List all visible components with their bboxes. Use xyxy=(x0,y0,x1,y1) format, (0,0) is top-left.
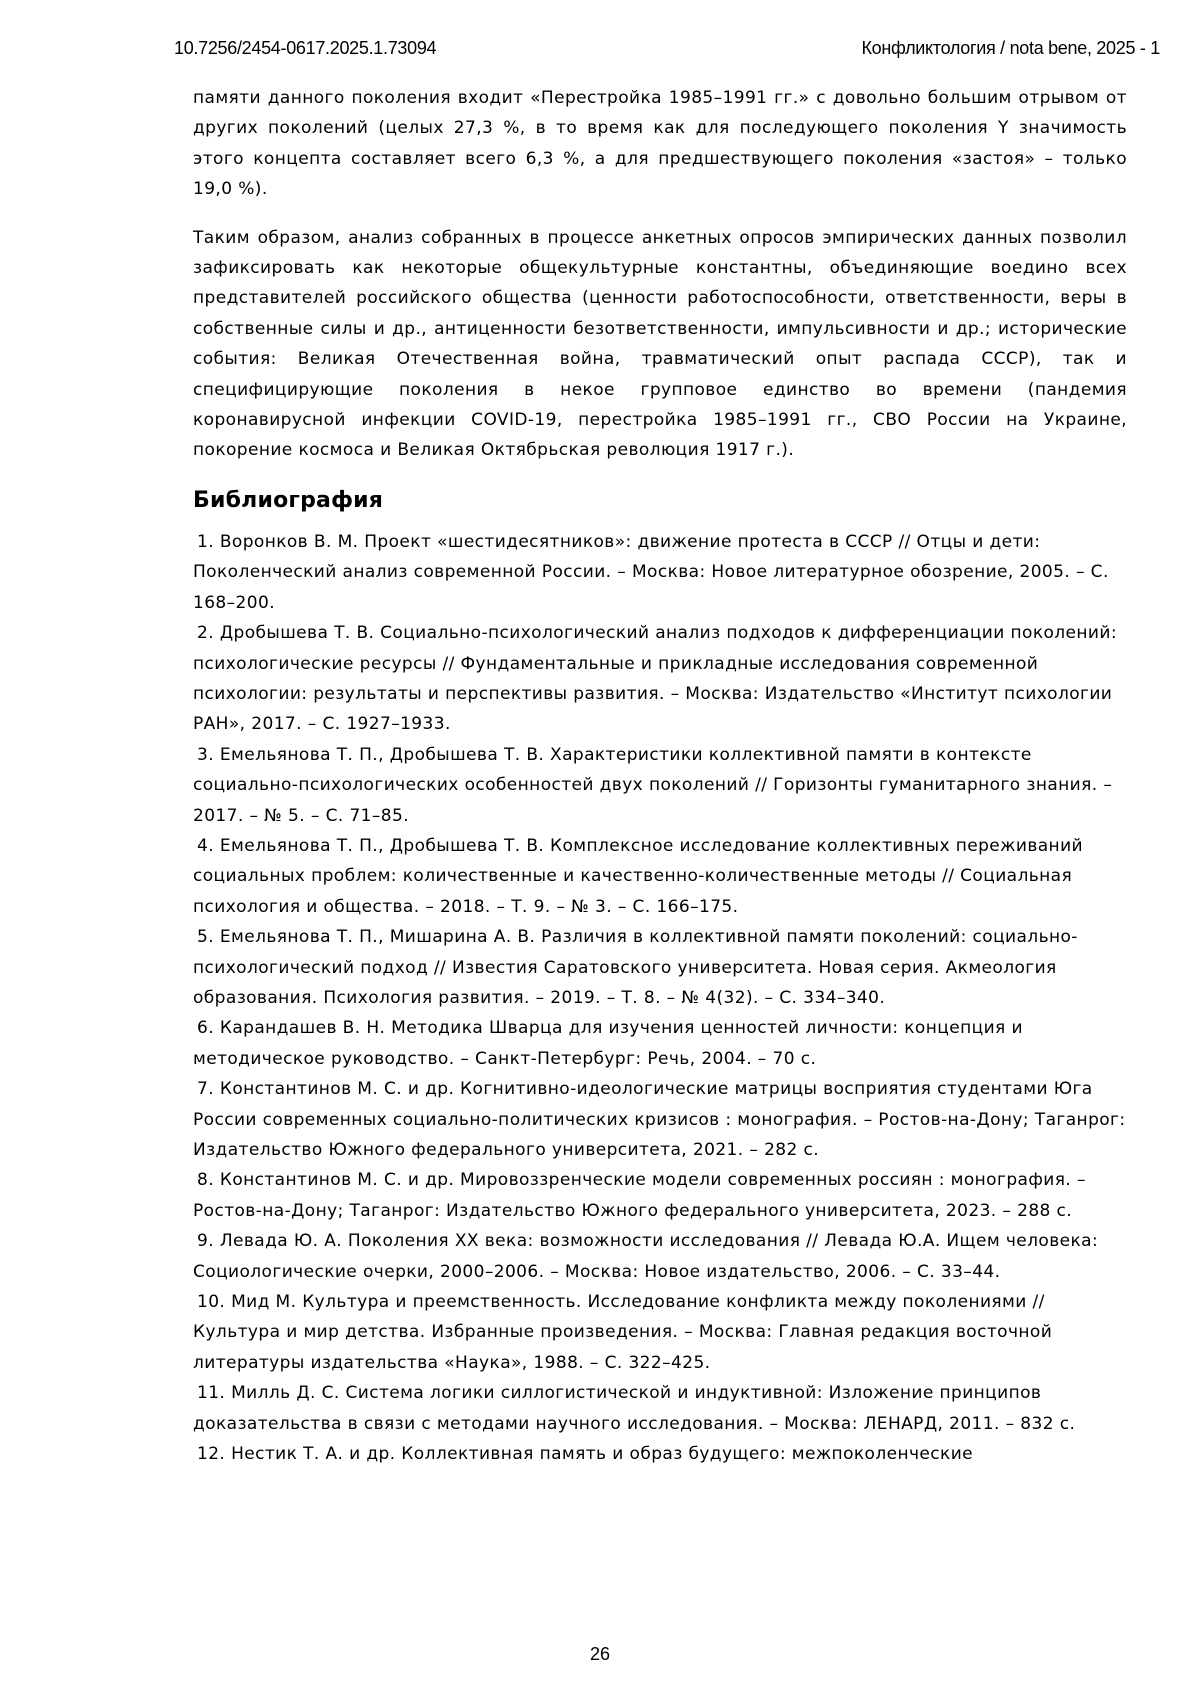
bibliography-item xyxy=(193,1226,1127,1287)
reference-text: Мид М. Культура и преемственность. Исследование конфликта между поколениями // Культура и мир детства. Избранные произведения. – Москва: Главная редакция восточной литературы издательства «Наука», 1988. – С. 322–425. xyxy=(193,1292,1053,1373)
reference-number: 8. xyxy=(197,1170,215,1191)
reference-text: Константинов М. С. и др. Мировоззренческие модели современных россиян : монография. – Ростов-на-Дону; Таганрог: Издательство Южного федерального университета, 2023. – 288 с. xyxy=(193,1170,1086,1221)
bibliography-list xyxy=(193,527,1127,1470)
reference-number: 4. xyxy=(197,835,215,856)
body-paragraph: Таким образом, анализ собранных в процессе анкетных опросов эмпирических данных позволил зафиксировать как некоторые общекультурные константны, объединяющие воедино всех представителей российского общества (ценности работоспособности, ответственности, веры в собственные силы и др., антиценности безответственности, импульсивности и др.; исторические события: Великая Отечественная война, травматический опыт распада СССР), так и специфицирующие поколения в некое групповое единство во времени (пандемия коронавирусной инфекции COVID-19, перестройка 1985–1991 гг., СВО России на Украине, покорение космоса и Великая Октябрьская революция 1917 г.). xyxy=(193,227,1127,461)
page-content xyxy=(193,83,1127,1469)
bibliography-item xyxy=(193,618,1127,740)
reference-text: Карандашев В. Н. Методика Шварца для изучения ценностей личности: концепция и методическое руководство. – Санкт-Петербург: Речь, 2004. – 70 с. xyxy=(193,1018,1023,1069)
reference-text: Емельянова Т. П., Дробышева Т. В. Комплексное исследование коллективных переживаний социальных проблем: количественные и качественно-количественные методы // Социальная психология и общества. – 2018. – Т. 9. – № 3. – С. 166–175. xyxy=(193,835,1083,917)
bibliography-item xyxy=(193,1165,1127,1226)
reference-number: 9. xyxy=(197,1231,215,1252)
bibliography-item xyxy=(193,1074,1127,1165)
bibliography-item xyxy=(193,527,1127,618)
body-paragraph: памяти данного поколения входит «Перестройка 1985–1991 гг.» с довольно большим отрывом от других поколений (целых 27,3 %, в то время как для последующего поколения Y значимость этого концепта составляет всего 6,3 %, а для предшествующего поколения «застоя» – только 19,0 %). xyxy=(193,88,1127,200)
page-number: 26 xyxy=(589,1644,611,1664)
reference-number: 2. xyxy=(197,623,215,644)
bibliography-item xyxy=(193,831,1127,922)
reference-number: 6. xyxy=(197,1018,215,1039)
reference-text: Воронков В. М. Проект «шестидесятников»: движение протеста в СССР // Отцы и дети: Поколенческий анализ современной России. – Москва: Новое литературное обозрение, 2005. – С. 168–200. xyxy=(193,531,1109,613)
reference-number: 5. xyxy=(197,927,215,948)
bibliography-item xyxy=(193,1439,1127,1469)
reference-number: 10. xyxy=(197,1292,226,1313)
bibliography-item xyxy=(193,922,1127,1013)
reference-number: 7. xyxy=(197,1079,215,1100)
reference-text: Константинов М. С. и др. Когнитивно-идеологические матрицы восприятия студентами Юга России современных социально-политических кризисов : монография. – Ростов-на-Дону; Таганрог: Издательство Южного федерального университета, 2021. – 282 с. xyxy=(193,1079,1126,1160)
bibliography-item xyxy=(193,1287,1127,1378)
reference-number: 3. xyxy=(197,744,215,765)
reference-number: 11. xyxy=(197,1383,226,1404)
reference-text: Нестик Т. А. и др. Коллективная память и образ будущего: межпоколенческие xyxy=(231,1444,974,1465)
reference-text: Емельянова Т. П., Дробышева Т. В. Характеристики коллективной памяти в контексте социально-психологических особенностей двух поколений // Горизонты гуманитарного знания. – 2017. – № 5. – С. 71–85. xyxy=(193,744,1113,826)
reference-text: Дробышева Т. В. Социально-психологический анализ подходов к дифференциации поколений: психологические ресурсы // Фундаментальные и прикладные исследования современной психологии: результаты и перспективы развития. – Москва: Издательство «Институт психологии РАН», 2017. – С. 1927–1933. xyxy=(193,623,1117,735)
reference-text: Левада Ю. А. Поколения XX века: возможности исследования // Левада Ю.А. Ищем человека: Социологические очерки, 2000–2006. – Москва: Новое издательство, 2006. – С. 33–44. xyxy=(193,1231,1099,1282)
bibliography-item xyxy=(193,1378,1127,1439)
doi-header: 10.7256/2454-0617.2025.1.73094 xyxy=(174,38,437,58)
bibliography-heading: Библиография xyxy=(193,487,384,513)
reference-text: Емельянова Т. П., Мишарина А. В. Различия в коллективной памяти поколений: социально-психологический подход // Известия Саратовского университета. Новая серия. Акмеология образования. Психология развития. – 2019. – Т. 8. – № 4(32). – С. 334–340. xyxy=(193,927,1078,1008)
bibliography-item xyxy=(193,740,1127,831)
bibliography-item xyxy=(193,1013,1127,1074)
reference-number: 1. xyxy=(197,531,215,552)
reference-number: 12. xyxy=(197,1444,226,1465)
journal-header: Конфликтология / nota bene, 2025 - 1 xyxy=(861,38,1160,58)
reference-text: Милль Д. С. Система логики силлогистической и индуктивной: Изложение принципов доказательства в связи с методами научного исследования. – Москва: ЛЕНАРД, 2011. – 832 с. xyxy=(193,1383,1076,1434)
